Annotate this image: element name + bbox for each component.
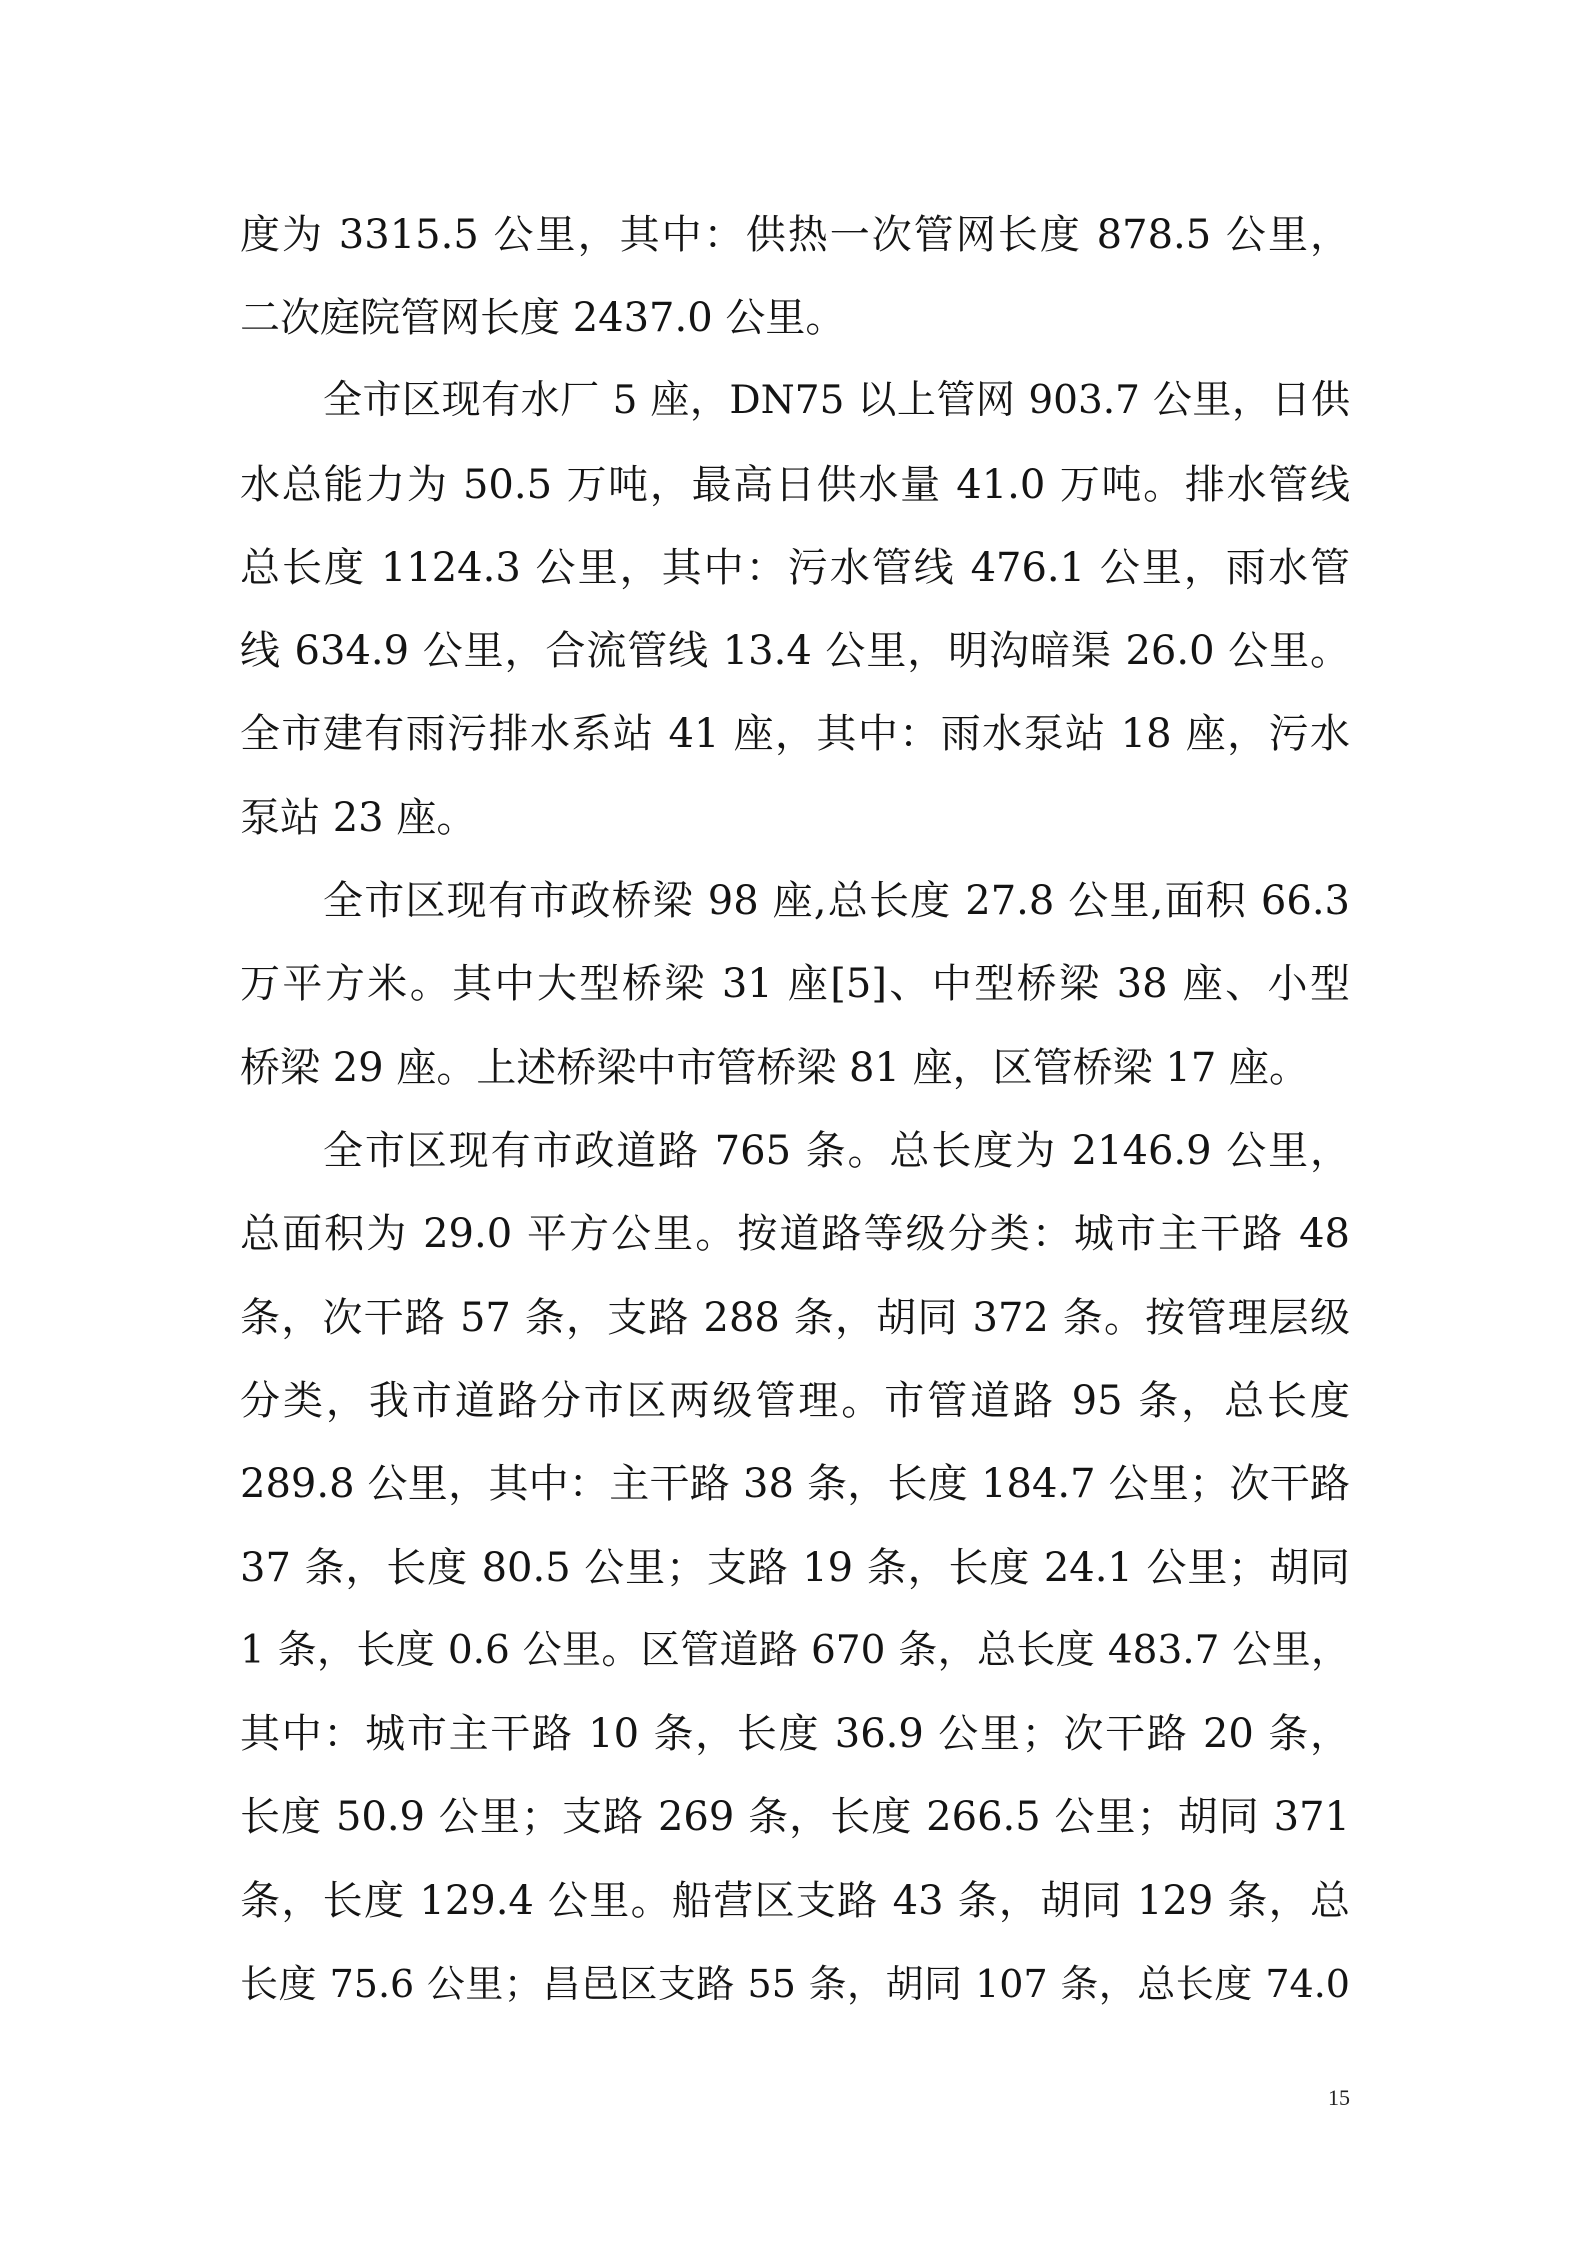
paragraph-4-line-11: 长度 75.6 公里；昌邑区支路 55 条，胡同 107 条，总长度 74.0 (240, 1962, 1350, 2006)
paragraph-1-line-2: 二次庭院管网长度 2437.0 公里。 (240, 295, 846, 341)
paragraph-2-line-5: 全市建有雨污排水系站 41 座，其中：雨水泵站 18 座，污水 (240, 711, 1350, 757)
paragraph-2-line-1: 全市区现有水厂 5 座，DN75 以上管网 903.7 公里，日供 (323, 378, 1350, 423)
paragraph-4-line-2: 总面积为 29.0 平方公里。按道路等级分类：城市主干路 48 (240, 1211, 1350, 1257)
paragraph-3-line-3: 桥梁 29 座。上述桥梁中市管桥梁 81 座，区管桥梁 17 座。 (240, 1045, 1309, 1091)
paragraph-3-line-2: 万平方米。其中大型桥梁 31 座[5]、中型桥梁 38 座、小型 (240, 961, 1350, 1007)
paragraph-2-line-2: 水总能力为 50.5 万吨，最高日供水量 41.0 万吨。排水管线 (240, 462, 1350, 508)
paragraph-4-line-9: 长度 50.9 公里；支路 269 条，长度 266.5 公里；胡同 371 (240, 1794, 1350, 1840)
paragraph-4-line-10: 条，长度 129.4 公里。船营区支路 43 条，胡同 129 条，总 (240, 1878, 1350, 1924)
paragraph-4-line-7: 1 条，长度 0.6 公里。区管道路 670 条，总长度 483.7 公里， (240, 1628, 1350, 1673)
paragraph-2-line-6: 泵站 23 座。 (240, 795, 477, 841)
paragraph-3-line-1: 全市区现有市政桥梁 98 座,总长度 27.8 公里,面积 66.3 (323, 878, 1350, 924)
page-number: 15 (1328, 2085, 1350, 2110)
paragraph-2-line-3: 总长度 1124.3 公里，其中：污水管线 476.1 公里，雨水管 (240, 545, 1350, 591)
paragraph-4-line-1: 全市区现有市政道路 765 条。总长度为 2146.9 公里， (323, 1128, 1350, 1174)
paragraph-4-line-8: 其中：城市主干路 10 条，长度 36.9 公里；次干路 20 条， (240, 1711, 1350, 1757)
paragraph-4-line-3: 条，次干路 57 条，支路 288 条，胡同 372 条。按管理层级 (240, 1295, 1350, 1341)
paragraph-4-line-6: 37 条，长度 80.5 公里；支路 19 条，长度 24.1 公里；胡同 (240, 1545, 1350, 1591)
paragraph-4-line-4: 分类，我市道路分市区两级管理。市管道路 95 条，总长度 (240, 1378, 1350, 1424)
paragraph-1-line-1: 度为 3315.5 公里，其中：供热一次管网长度 878.5 公里， (240, 212, 1350, 258)
paragraph-2-line-4: 线 634.9 公里，合流管线 13.4 公里，明沟暗渠 26.0 公里。 (240, 628, 1350, 674)
paragraph-4-line-5: 289.8 公里，其中：主干路 38 条，长度 184.7 公里；次干路 (240, 1461, 1350, 1507)
